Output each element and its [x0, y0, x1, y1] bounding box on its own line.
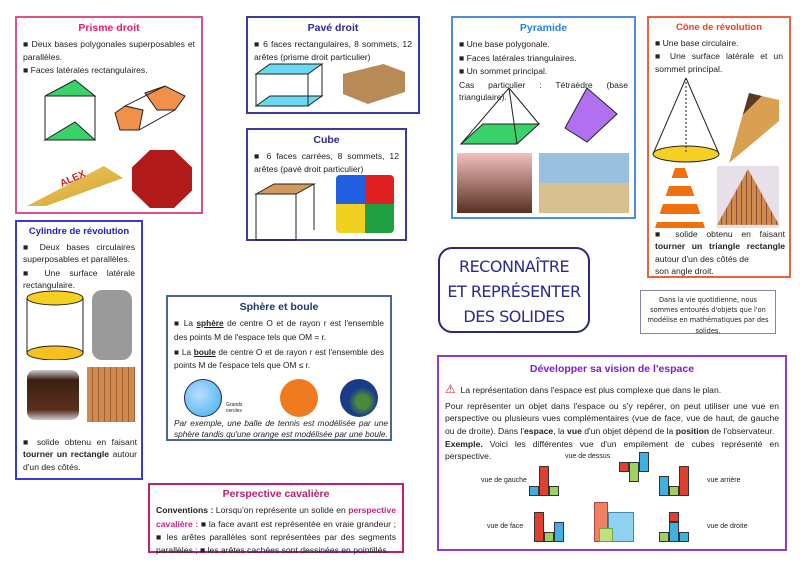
text: Cas particulier : Tétraèdre (base triangulaire). — [459, 79, 628, 103]
perspective-cavaliere-card — [148, 483, 404, 556]
text: ■ Faces latérales triangulaires. — [459, 52, 577, 63]
warning-icon: ⚠ — [445, 382, 456, 397]
rubiks-cube-photo — [336, 175, 394, 233]
toblerone-brand-label: ALEX — [58, 168, 88, 190]
cube-views-figure — [479, 450, 749, 548]
sphere-example: Par exemple, une balle de tennis est modélisée par une sphère tandis qu'une orange est modélisée par une boule. — [174, 418, 388, 439]
title-line: DES SOLIDES — [463, 307, 565, 326]
egypt-pyramids-photo — [539, 153, 629, 213]
main-title — [438, 247, 590, 333]
card-title: Cône de révolution — [675, 22, 763, 33]
card-title: Perspective cavalière — [222, 488, 330, 500]
cube-diagram — [254, 182, 320, 242]
pyramide-card — [451, 16, 636, 219]
example-line: Exemple. Voici les différentes vue d'un empilement de cubes représenté en perspective. — [445, 438, 779, 462]
cylinder-diagram — [25, 290, 85, 360]
prism-diagrams — [25, 78, 195, 148]
macaron-pyramid-photo — [457, 153, 532, 213]
card-title: Prisme droit — [78, 22, 140, 34]
card-title: Développer sa vision de l'espace — [529, 363, 695, 375]
text: ■ Deux bases polygonales superposables et parallèles. — [23, 39, 195, 62]
vision-card — [437, 355, 787, 551]
cone-rotation-text: ■ solide obtenu en faisant tourner un triangle rectangle autour d'un des côtés de son angle droit. — [655, 229, 785, 277]
text: ■ Une base polygonale. — [459, 39, 550, 50]
tennis-ball-photo — [280, 379, 318, 417]
text: ■ Une surface latérale rectangulaire. — [23, 267, 135, 291]
cylindre-card — [15, 220, 143, 480]
traffic-cone-photo — [655, 168, 705, 228]
view-label: vue arrière — [707, 477, 741, 484]
speaker-photo — [92, 290, 132, 360]
cone-diagram — [651, 76, 721, 166]
text: ■ Un sommet principal. — [459, 66, 548, 77]
earth-photo — [340, 379, 378, 417]
text: ■ Deux bases circulaires superposables et parallèles. — [23, 241, 135, 265]
view-label: vue de gauche — [481, 477, 527, 484]
card-title: Pavé droit — [307, 22, 359, 34]
intro-text: Dans la vie quotidienne, nous sommes entourés d'objets que l'on modélise en mathématiques par des solides. — [647, 296, 769, 335]
card-title: Sphère et boule — [239, 301, 319, 313]
card-title: Cube — [313, 134, 340, 146]
rotating-cylinder-photo — [87, 367, 135, 422]
sphere-card — [166, 295, 392, 441]
cone-card — [647, 16, 791, 278]
view-label: vue de dessus — [565, 453, 611, 460]
cylinder-rotation-text: ■ solide obtenu en faisant tourner un rectangle autour d'un des côtés. — [23, 437, 137, 472]
text: ■ Faces latérales rectangulaires. — [23, 65, 148, 76]
drum-photo — [27, 370, 79, 420]
cardboard-box-photo — [343, 64, 405, 104]
pyramid-diagrams — [457, 86, 632, 148]
pave-droit-card — [246, 16, 420, 114]
intro-box — [640, 290, 776, 334]
text: ■ 6 faces carrées, 8 sommets, 12 arêtes (pavé droit particulier) — [254, 151, 399, 174]
card-title: Pyramide — [519, 22, 568, 34]
text: ■ 6 faces rectangulaires, 8 sommets, 12 arêtes (prisme droit particulier) — [254, 39, 412, 62]
text: ■ Une surface latérale et un sommet principal. — [655, 51, 783, 74]
celebrations-box-photo — [132, 150, 192, 208]
title-line: RECONNAÎTRE — [458, 257, 570, 276]
vision-paragraph: Pour représenter un objet dans l'espace ou s'y repérer, on peut utiliser une vue en perspective ou plusieurs vues complémentaires (vue de face, vue de haut, de gauche ou de droite). Dans l'espace, la vue d'un objet dépend de la position de l'observateur. — [445, 400, 779, 436]
great-circles-label: Grands cercles — [226, 402, 243, 414]
boule-definition: ■ La boule de centre O et de rayon r est l'ensemble des points M de l'espace tels que OM ≤ r. — [174, 346, 384, 371]
view-label: vue de face — [487, 523, 524, 530]
cuboid-diagram — [254, 62, 324, 108]
warning-line: ⚠ La représentation dans l'espace est plus complexe que dans le plan. — [445, 382, 722, 397]
cavaliere-text: Conventions : Lorsqu'on représente un solide en perspective cavalière : ■ la face avant est représentée en vraie grandeur ; ■ les arêtes parallèles sont représentées par des segments parallèles ; ■ les arêtes cachées sont dessinées en pointillés. — [156, 505, 396, 556]
rotating-cone-photo — [717, 166, 779, 228]
prisme-droit-card — [15, 16, 203, 214]
ice-cream-cone-photo — [729, 93, 779, 163]
title-line: ET REPRÉSENTER — [447, 282, 581, 301]
card-title: Cylindre de révolution — [28, 226, 130, 237]
text: ■ Une base circulaire. — [655, 37, 739, 48]
cube-card — [246, 128, 407, 241]
sphere-definition: ■ La sphère de centre O et de rayon r est l'ensemble des points M de l'espace tels que OM = r. — [174, 318, 385, 342]
sphere-diagram — [184, 379, 222, 417]
view-label: vue de droite — [707, 523, 748, 530]
